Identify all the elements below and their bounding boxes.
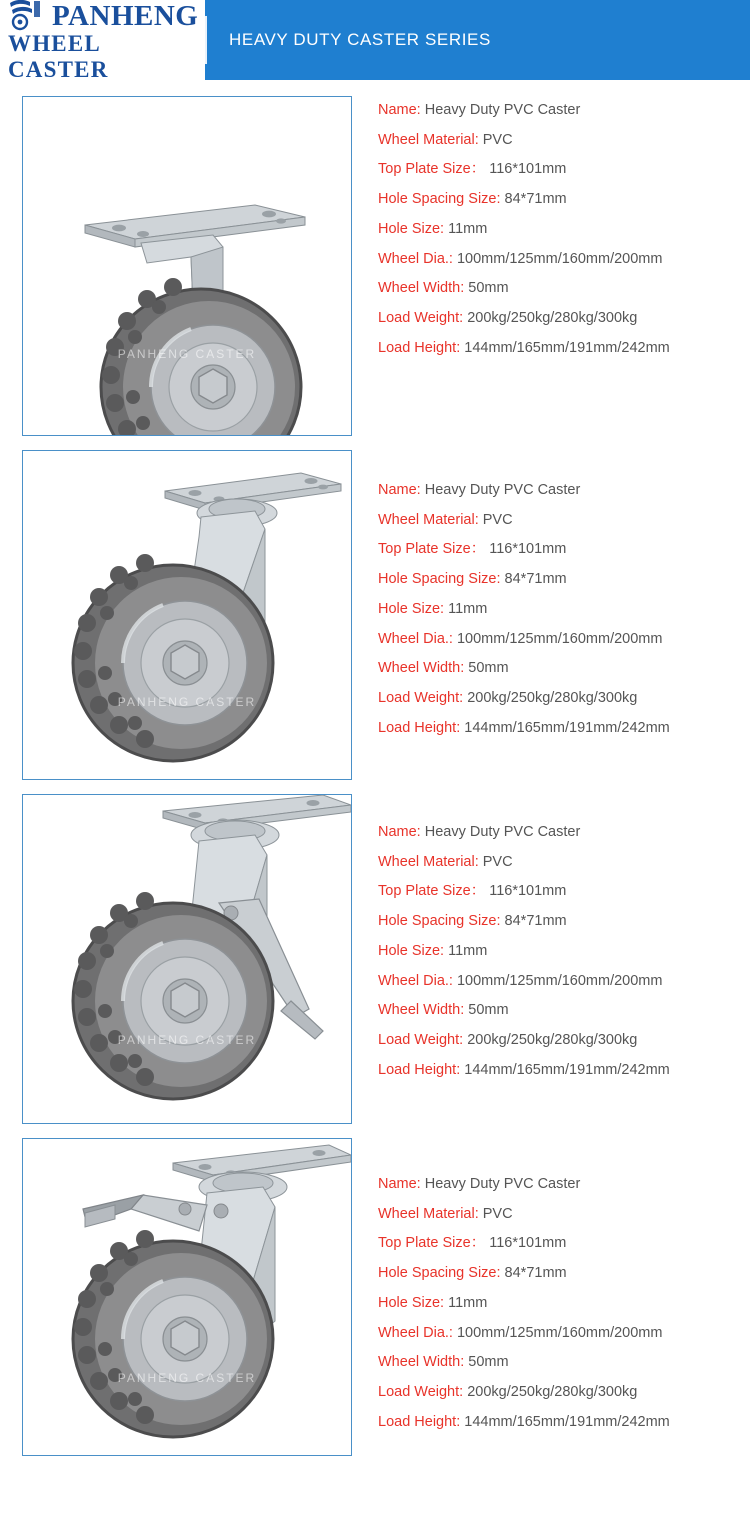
product-specs-1 [352, 96, 736, 363]
product-image-swivel-total-lock-brake-caster [22, 1138, 352, 1456]
brand-tagline: WHEEL CASTER [8, 31, 109, 82]
product-specs-3 [352, 794, 736, 1085]
spec-wheel-width: Wheel Width: 50mm [378, 280, 509, 297]
spec-wheel-width: Wheel Width: 50mm [378, 1002, 509, 1019]
spec-hole-size: Hole Size: 11mm [378, 1294, 488, 1311]
product-row-4 [0, 1138, 750, 1456]
spec-load-height: Load Height: 144mm/165mm/191mm/242mm [378, 1413, 670, 1430]
spec-load-height: Load Height: 144mm/165mm/191mm/242mm [378, 719, 670, 736]
product-specs-2 [352, 450, 736, 743]
spec-name: Name: Heavy Duty PVC Caster [378, 1176, 581, 1192]
spec-load-height: Load Height: 144mm/165mm/191mm/242mm [378, 339, 670, 356]
spec-name: Name: Heavy Duty PVC Caster [378, 482, 581, 498]
spec-hole-size: Hole Size: 11mm [378, 220, 488, 237]
product-image-swivel-side-brake-caster [22, 794, 352, 1124]
page-header [0, 0, 750, 80]
spec-hole-spacing-size: Hole Spacing Size: 84*71mm [378, 1265, 567, 1282]
spec-wheel-dia: Wheel Dia.: 100mm/125mm/160mm/200mm [378, 1324, 663, 1341]
spec-name: Name: Heavy Duty PVC Caster [378, 824, 581, 840]
spec-hole-size: Hole Size: 11mm [378, 942, 488, 959]
spec-wheel-width: Wheel Width: 50mm [378, 1354, 509, 1371]
spec-hole-spacing-size: Hole Spacing Size: 84*71mm [378, 191, 567, 208]
spec-load-weight: Load Weight: 200kg/250kg/280kg/300kg [378, 1383, 638, 1400]
image-watermark: PANHENG CASTER [117, 1033, 257, 1047]
brand-name: PANHENG [52, 0, 199, 32]
spec-hole-size: Hole Size: 11mm [378, 600, 488, 617]
image-watermark: PANHENG CASTER [117, 1371, 257, 1385]
page-title: HEAVY DUTY CASTER SERIES [229, 30, 491, 49]
product-row-3 [0, 794, 750, 1124]
spec-wheel-material: Wheel Material: PVC [378, 131, 513, 148]
spec-wheel-material: Wheel Material: PVC [378, 1205, 513, 1222]
brand-logo [0, 0, 205, 80]
spec-wheel-dia: Wheel Dia.: 100mm/125mm/160mm/200mm [378, 972, 663, 989]
spec-load-weight: Load Weight: 200kg/250kg/280kg/300kg [378, 1031, 638, 1048]
spec-hole-spacing-size: Hole Spacing Size: 84*71mm [378, 913, 567, 930]
spec-wheel-dia: Wheel Dia.: 100mm/125mm/160mm/200mm [378, 630, 663, 647]
spec-wheel-dia: Wheel Dia.: 100mm/125mm/160mm/200mm [378, 250, 663, 267]
header-divider [205, 16, 207, 64]
wheel-caster-logo-icon [6, 0, 48, 31]
spec-top-plate-size: Top Plate Size： 116*101mm [378, 1235, 567, 1252]
spec-load-height: Load Height: 144mm/165mm/191mm/242mm [378, 1061, 670, 1078]
spec-wheel-material: Wheel Material: PVC [378, 853, 513, 870]
spec-wheel-material: Wheel Material: PVC [378, 511, 513, 528]
spec-name: Name: Heavy Duty PVC Caster [378, 102, 581, 118]
image-watermark: PANHENG CASTER [117, 347, 257, 361]
spec-top-plate-size: Top Plate Size： 116*101mm [378, 883, 567, 900]
spec-load-weight: Load Weight: 200kg/250kg/280kg/300kg [378, 689, 638, 706]
product-row-1 [0, 96, 750, 436]
spec-load-weight: Load Weight: 200kg/250kg/280kg/300kg [378, 309, 638, 326]
spec-top-plate-size: Top Plate Size： 116*101mm [378, 161, 567, 178]
product-specs-4 [352, 1138, 736, 1437]
product-image-rigid-fixed-caster [22, 96, 352, 436]
spec-top-plate-size: Top Plate Size： 116*101mm [378, 541, 567, 558]
spec-wheel-width: Wheel Width: 50mm [378, 660, 509, 677]
product-image-swivel-caster [22, 450, 352, 780]
image-watermark: PANHENG CASTER [117, 695, 257, 709]
product-row-2 [0, 450, 750, 780]
spec-hole-spacing-size: Hole Spacing Size: 84*71mm [378, 571, 567, 588]
